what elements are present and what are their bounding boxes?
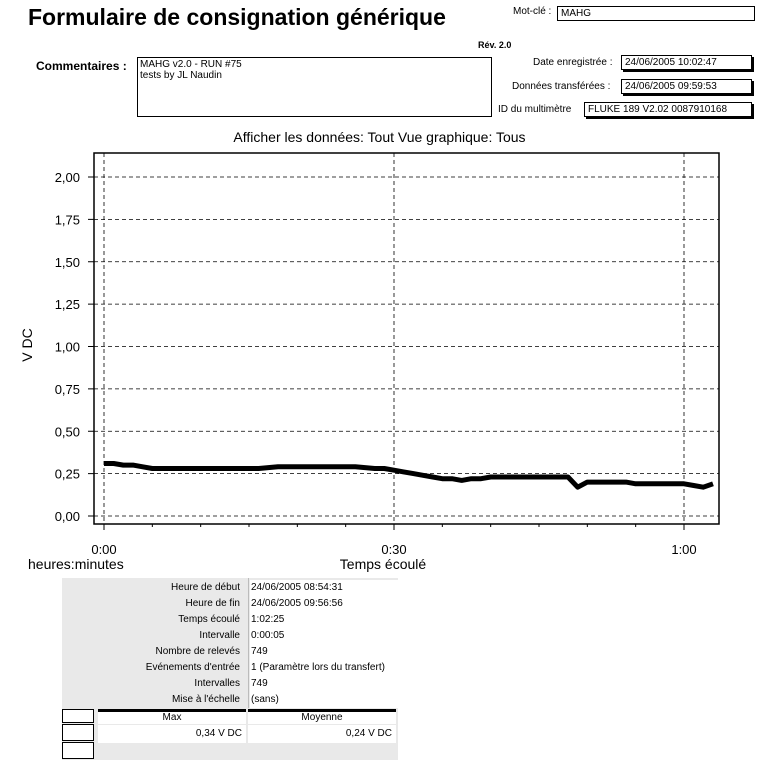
summary-key: Heure de fin — [185, 598, 240, 609]
chart-subtitle: Afficher les données: Tout Vue graphique: Tous — [233, 129, 526, 145]
summary-key: Intervalle — [199, 630, 240, 641]
page-title: Formulaire de consignation générique — [28, 4, 446, 30]
stats-row-handle[interactable] — [62, 742, 94, 759]
summary-value: 24/06/2005 09:56:56 — [250, 596, 399, 612]
y-axis-label: V DC — [19, 328, 35, 362]
x-unit-label: heures:minutes — [28, 556, 124, 572]
meter-id-label: ID du multimètre — [498, 104, 572, 115]
revision-label: Rév. 2.0 — [478, 40, 512, 50]
summary-value: (sans) — [250, 692, 399, 708]
x-tick-label: 1:00 — [671, 542, 697, 557]
keyword-label: Mot-clé : — [513, 6, 552, 17]
series-line — [104, 464, 713, 488]
x-tick-label: 0:00 — [91, 542, 117, 557]
summary-key: Nombre de relevés — [155, 646, 240, 657]
x-axis — [91, 524, 696, 557]
meter-id-field[interactable]: FLUKE 189 V2.02 0087910168 — [584, 102, 752, 117]
data-transferred-field[interactable]: 24/06/2005 09:59:53 — [621, 79, 752, 94]
summary-value: 1:02:25 — [250, 612, 399, 628]
summary-key: Intervalles — [194, 678, 240, 689]
summary-value: 24/06/2005 08:54:31 — [250, 580, 399, 596]
y-tick-label: 1,25 — [54, 297, 80, 313]
summary-panel — [62, 578, 398, 760]
summary-row — [62, 676, 398, 692]
date-recorded-label: Date enregistrée : — [533, 57, 613, 68]
y-tick-label: 0,25 — [54, 466, 80, 482]
x-axis-label: Temps écoulé — [339, 556, 427, 572]
summary-key: Temps écoulé — [178, 614, 240, 625]
y-axis — [55, 170, 94, 524]
summary-value: 749 — [250, 676, 399, 692]
stats-max-header: Max — [98, 709, 246, 724]
y-tick-label: 2,00 — [54, 170, 80, 185]
stats-corner — [62, 709, 94, 723]
comments-label: Commentaires : — [36, 59, 127, 73]
comments-line-2: tests by JL Naudin — [140, 70, 222, 81]
summary-row — [62, 580, 398, 596]
summary-value: 0:00:05 — [250, 628, 399, 644]
y-tick-label: 0,50 — [54, 424, 80, 440]
summary-value: 749 — [250, 644, 399, 660]
summary-row — [62, 660, 398, 676]
summary-row — [62, 628, 398, 644]
y-tick-label: 0,00 — [54, 509, 80, 524]
date-recorded-field[interactable]: 24/06/2005 10:02:47 — [621, 55, 752, 70]
stats-max-value: 0,34 V DC — [98, 725, 246, 743]
summary-key: Mise à l'échelle — [171, 694, 240, 705]
y-tick-label: 1,50 — [54, 254, 80, 270]
summary-row — [62, 596, 398, 612]
comments-line-1: MAHG v2.0 - RUN #75 — [140, 59, 242, 70]
summary-key: Evénements d'entrée — [145, 662, 240, 673]
summary-row — [62, 612, 398, 628]
stats-mean-value: 0,24 V DC — [248, 725, 396, 743]
data-transferred-label: Données transférées : — [512, 81, 611, 92]
x-tick-label: 0:30 — [381, 542, 407, 557]
summary-row — [62, 692, 398, 708]
stats-row-handle[interactable] — [62, 724, 94, 741]
y-tick-label: 1,75 — [54, 212, 80, 228]
keyword-field[interactable]: MAHG — [557, 6, 755, 21]
y-tick-label: 1,00 — [54, 339, 80, 355]
y-tick-label: 0,75 — [54, 381, 80, 397]
voltage-chart — [0, 145, 759, 575]
summary-row — [62, 644, 398, 660]
summary-key: Heure de début — [171, 582, 240, 593]
stats-mean-header: Moyenne — [248, 709, 396, 724]
series-layer — [104, 464, 713, 488]
summary-value: 1 (Paramètre lors du transfert) — [250, 660, 399, 676]
comments-box[interactable] — [137, 57, 492, 117]
